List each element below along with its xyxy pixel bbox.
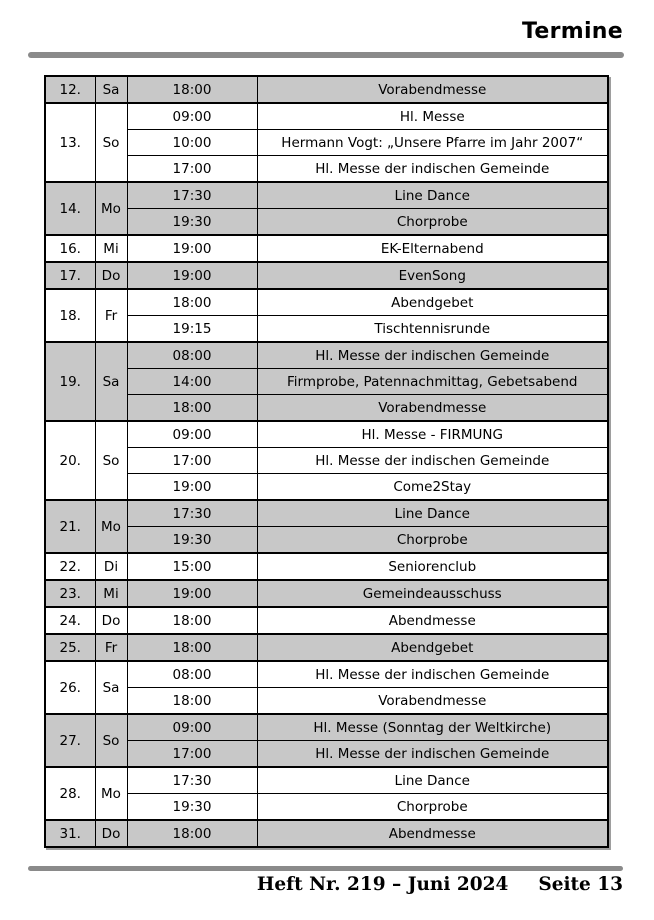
time-cell: 14:00 — [127, 369, 257, 395]
time-cell: 19:30 — [127, 209, 257, 236]
schedule-row — [45, 794, 608, 821]
day-cell: 28. — [45, 767, 95, 820]
day-cell: 18. — [45, 289, 95, 342]
page-footer — [257, 874, 623, 895]
event-cell: Hl. Messe der indischen Gemeinde — [257, 661, 608, 688]
day-cell: 13. — [45, 103, 95, 182]
time-cell: 17:30 — [127, 500, 257, 527]
time-cell: 08:00 — [127, 661, 257, 688]
event-cell: Hl. Messe der indischen Gemeinde — [257, 342, 608, 369]
schedule-row — [45, 553, 608, 580]
weekday-cell: Do — [95, 820, 127, 847]
time-cell: 19:00 — [127, 474, 257, 501]
time-cell: 18:00 — [127, 395, 257, 422]
time-cell: 18:00 — [127, 76, 257, 103]
weekday-cell: Mo — [95, 500, 127, 553]
day-cell: 23. — [45, 580, 95, 607]
time-cell: 09:00 — [127, 421, 257, 448]
schedule-row — [45, 262, 608, 289]
event-cell: Chorprobe — [257, 527, 608, 554]
time-cell: 19:00 — [127, 235, 257, 262]
schedule-row — [45, 634, 608, 661]
time-cell: 19:30 — [127, 527, 257, 554]
weekday-cell: Do — [95, 262, 127, 289]
event-cell: Firmprobe, Patennachmittag, Gebetsabend — [257, 369, 608, 395]
weekday-cell: Mo — [95, 767, 127, 820]
time-cell: 09:00 — [127, 103, 257, 130]
day-cell: 14. — [45, 182, 95, 235]
schedule-row — [45, 182, 608, 209]
day-cell: 12. — [45, 76, 95, 103]
weekday-cell: Fr — [95, 634, 127, 661]
time-cell: 17:00 — [127, 448, 257, 474]
schedule-row — [45, 688, 608, 715]
schedule-row — [45, 820, 608, 847]
schedule-row — [45, 130, 608, 156]
schedule-row — [45, 500, 608, 527]
schedule-row — [45, 474, 608, 501]
event-cell: Vorabendmesse — [257, 76, 608, 103]
event-cell: EK-Elternabend — [257, 235, 608, 262]
schedule-row — [45, 527, 608, 554]
time-cell: 19:00 — [127, 262, 257, 289]
event-cell: Chorprobe — [257, 794, 608, 821]
schedule-row — [45, 714, 608, 741]
weekday-cell: So — [95, 103, 127, 182]
title-rule — [28, 52, 624, 58]
schedule-row — [45, 607, 608, 634]
event-cell: EvenSong — [257, 262, 608, 289]
footer-issue: Heft Nr. 219 – Juni 2024 — [256, 874, 509, 895]
day-cell: 17. — [45, 262, 95, 289]
footer-page-number: Seite 13 — [538, 874, 623, 895]
weekday-cell: Do — [95, 607, 127, 634]
time-cell: 18:00 — [127, 634, 257, 661]
schedule-table-body — [45, 76, 608, 847]
weekday-cell: Sa — [95, 76, 127, 103]
day-cell: 27. — [45, 714, 95, 767]
time-cell: 15:00 — [127, 553, 257, 580]
page-title: Termine — [521, 19, 623, 44]
day-cell: 20. — [45, 421, 95, 500]
day-cell: 31. — [45, 820, 95, 847]
time-cell: 17:30 — [127, 182, 257, 209]
event-cell: Hl. Messe der indischen Gemeinde — [257, 741, 608, 768]
footer-rule — [28, 866, 623, 871]
time-cell: 19:15 — [127, 316, 257, 343]
schedule-row — [45, 103, 608, 130]
schedule-row — [45, 661, 608, 688]
time-cell: 18:00 — [127, 607, 257, 634]
event-cell: Come2Stay — [257, 474, 608, 501]
weekday-cell: So — [95, 714, 127, 767]
schedule-row — [45, 316, 608, 343]
schedule-row — [45, 156, 608, 183]
event-cell: Hl. Messe der indischen Gemeinde — [257, 156, 608, 183]
schedule-row — [45, 421, 608, 448]
event-cell: Line Dance — [257, 182, 608, 209]
event-cell: Hl. Messe — [257, 103, 608, 130]
event-cell: Chorprobe — [257, 209, 608, 236]
day-cell: 16. — [45, 235, 95, 262]
day-cell: 22. — [45, 553, 95, 580]
day-cell: 19. — [45, 342, 95, 421]
day-cell: 24. — [45, 607, 95, 634]
event-cell: Gemeindeausschuss — [257, 580, 608, 607]
time-cell: 17:00 — [127, 156, 257, 183]
schedule-row — [45, 741, 608, 768]
weekday-cell: Mo — [95, 182, 127, 235]
weekday-cell: Sa — [95, 342, 127, 421]
time-cell: 19:30 — [127, 794, 257, 821]
event-cell: Line Dance — [257, 500, 608, 527]
time-cell: 19:00 — [127, 580, 257, 607]
weekday-cell: Mi — [95, 580, 127, 607]
weekday-cell: Fr — [95, 289, 127, 342]
schedule-row — [45, 235, 608, 262]
time-cell: 10:00 — [127, 130, 257, 156]
time-cell: 18:00 — [127, 289, 257, 316]
event-cell: Line Dance — [257, 767, 608, 794]
event-cell: Hl. Messe der indischen Gemeinde — [257, 448, 608, 474]
time-cell: 09:00 — [127, 714, 257, 741]
day-cell: 25. — [45, 634, 95, 661]
schedule-row — [45, 448, 608, 474]
day-cell: 21. — [45, 500, 95, 553]
schedule-table — [44, 75, 609, 848]
schedule-row — [45, 76, 608, 103]
event-cell: Abendmesse — [257, 820, 608, 847]
event-cell: Abendgebet — [257, 289, 608, 316]
time-cell: 08:00 — [127, 342, 257, 369]
weekday-cell: So — [95, 421, 127, 500]
weekday-cell: Di — [95, 553, 127, 580]
event-cell: Hl. Messe - FIRMUNG — [257, 421, 608, 448]
event-cell: Abendmesse — [257, 607, 608, 634]
schedule-row — [45, 395, 608, 422]
weekday-cell: Mi — [95, 235, 127, 262]
time-cell: 17:00 — [127, 741, 257, 768]
schedule-row — [45, 369, 608, 395]
schedule-row — [45, 342, 608, 369]
schedule-row — [45, 767, 608, 794]
event-cell: Vorabendmesse — [257, 395, 608, 422]
event-cell: Tischtennisrunde — [257, 316, 608, 343]
time-cell: 17:30 — [127, 767, 257, 794]
event-cell: Vorabendmesse — [257, 688, 608, 715]
schedule-row — [45, 209, 608, 236]
schedule-row — [45, 289, 608, 316]
weekday-cell: Sa — [95, 661, 127, 714]
time-cell: 18:00 — [127, 688, 257, 715]
time-cell: 18:00 — [127, 820, 257, 847]
event-cell: Abendgebet — [257, 634, 608, 661]
schedule-row — [45, 580, 608, 607]
event-cell: Hermann Vogt: „Unsere Pfarre im Jahr 2007“ — [257, 130, 608, 156]
event-cell: Seniorenclub — [257, 553, 608, 580]
event-cell: Hl. Messe (Sonntag der Weltkirche) — [257, 714, 608, 741]
day-cell: 26. — [45, 661, 95, 714]
